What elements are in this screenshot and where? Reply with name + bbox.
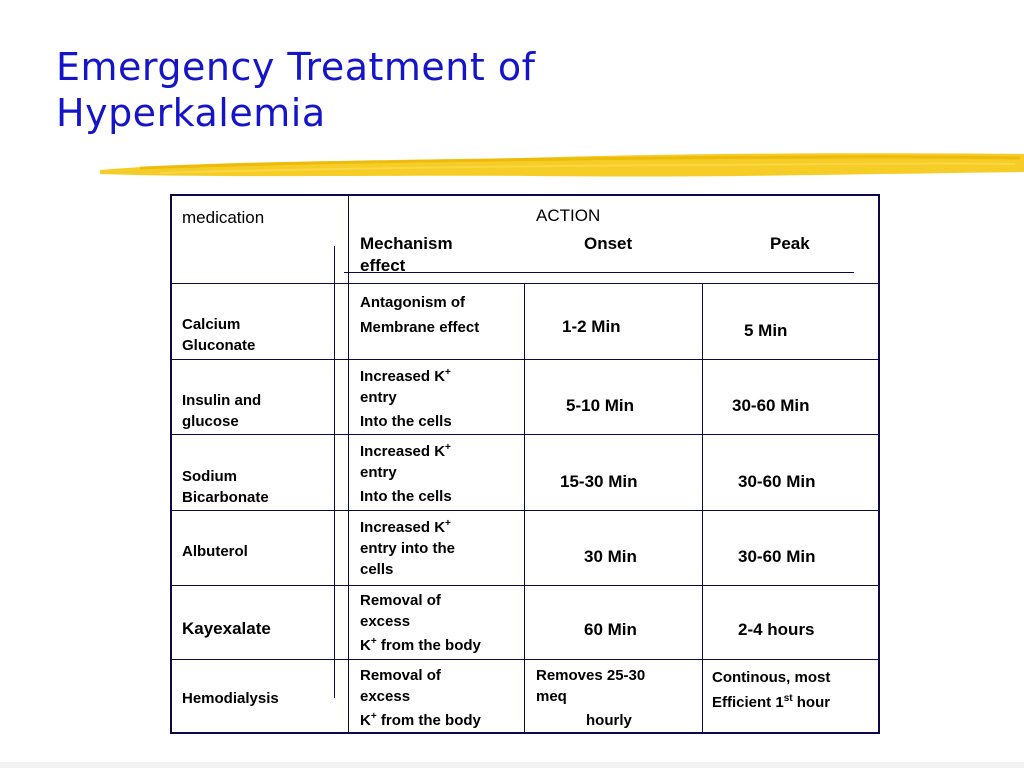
- mechanism-text: K: [360, 637, 371, 654]
- onset-cell: 30 Min: [584, 547, 637, 566]
- mechanism-text: from the body: [380, 637, 481, 654]
- medication-line: Gluconate: [182, 337, 256, 354]
- mechanism-cell: [360, 590, 481, 656]
- decorative-line: [334, 246, 335, 698]
- peak-text: Efficient 1: [712, 694, 784, 711]
- medication-line: Calcium: [182, 316, 241, 333]
- mechanism-line: Removal of: [360, 667, 441, 684]
- row-divider: [172, 510, 878, 511]
- title-line-2: Hyperkalemia: [56, 91, 326, 135]
- mechanism-cell: [360, 517, 455, 580]
- mechanism-line: excess: [360, 613, 411, 630]
- medication-cell: [182, 542, 248, 562]
- peak-cell: 5 Min: [744, 321, 788, 340]
- onset-line: Removes 25-30: [536, 667, 646, 684]
- row-divider: [172, 359, 878, 360]
- medication-cell: [182, 619, 271, 639]
- superscript-plus: +: [370, 711, 377, 722]
- onset-cell: [536, 665, 645, 731]
- medication-cell: [182, 390, 261, 432]
- row-divider: [172, 434, 878, 435]
- yellow-brush-stroke: [100, 148, 1024, 184]
- mechanism-line: Into the cells: [360, 413, 452, 430]
- peak-cell: [712, 665, 830, 715]
- onset-cell: 15-30 Min: [560, 472, 638, 491]
- header-mechanism: Mechanism: [360, 234, 453, 253]
- onset-line: hourly: [586, 712, 632, 729]
- slide-title: [56, 44, 756, 136]
- mechanism-line: Removal of: [360, 592, 441, 609]
- mechanism-text: from the body: [380, 712, 481, 729]
- mechanism-cell: [360, 441, 452, 507]
- mechanism-line: Antagonism of: [360, 294, 465, 311]
- mechanism-line: Into the cells: [360, 488, 452, 505]
- mechanism-text: Increased K: [360, 368, 446, 385]
- medication-cell: [182, 689, 279, 709]
- superscript-plus: +: [370, 636, 377, 647]
- header-effect: effect: [360, 256, 406, 275]
- onset-cell: 1-2 Min: [562, 317, 621, 336]
- mechanism-line: entry: [360, 389, 397, 406]
- peak-cell: 30-60 Min: [738, 547, 816, 566]
- mechanism-line: excess: [360, 688, 411, 705]
- superscript-plus: +: [445, 442, 451, 453]
- mechanism-text: Increased K: [360, 519, 446, 536]
- medication-line: Albuterol: [182, 543, 248, 560]
- peak-line: Continous, most: [712, 669, 831, 686]
- medication-line: Kayexalate: [182, 619, 271, 638]
- title-line-1: Emergency Treatment of: [56, 45, 536, 89]
- header-medication: medication: [182, 208, 265, 227]
- treatment-table: [170, 194, 880, 734]
- mechanism-cell: [360, 290, 479, 340]
- peak-cell: 2-4 hours: [738, 620, 815, 639]
- mechanism-cell: [360, 665, 481, 731]
- superscript-st: st: [783, 693, 793, 704]
- medication-line: Insulin and: [182, 392, 262, 409]
- header-action: ACTION: [536, 206, 601, 225]
- superscript-plus: +: [445, 367, 451, 378]
- mechanism-line: entry: [360, 464, 397, 481]
- mechanism-line: entry into the: [360, 540, 456, 557]
- mechanism-line: Membrane effect: [360, 319, 480, 336]
- peak-text: hour: [796, 694, 831, 711]
- onset-line: meq: [536, 688, 567, 705]
- slide-bottom-strip: [0, 762, 1024, 768]
- mechanism-cell: [360, 366, 452, 432]
- medication-cell: [182, 314, 255, 356]
- row-divider: [172, 659, 878, 660]
- row-divider: [172, 283, 878, 284]
- column-divider: [702, 283, 703, 359]
- mechanism-text: K: [360, 712, 371, 729]
- column-divider: [524, 359, 525, 732]
- peak-cell: 30-60 Min: [732, 396, 810, 415]
- header-onset: Onset: [584, 234, 633, 253]
- medication-line: glucose: [182, 413, 239, 430]
- medication-line: Bicarbonate: [182, 489, 269, 506]
- onset-cell: 60 Min: [584, 620, 637, 639]
- mechanism-text: Increased K: [360, 443, 446, 460]
- medication-line: Sodium: [182, 468, 237, 485]
- header-peak: Peak: [770, 234, 810, 253]
- peak-cell: 30-60 Min: [738, 472, 816, 491]
- mechanism-line: cells: [360, 561, 394, 578]
- decorative-line: [344, 272, 854, 273]
- medication-cell: [182, 466, 269, 508]
- row-divider: [172, 585, 878, 586]
- column-divider: [524, 283, 525, 359]
- column-divider: [348, 196, 349, 732]
- medication-line: Hemodialysis: [182, 690, 279, 707]
- superscript-plus: +: [445, 518, 451, 529]
- onset-cell: 5-10 Min: [566, 396, 635, 415]
- column-divider: [702, 359, 703, 732]
